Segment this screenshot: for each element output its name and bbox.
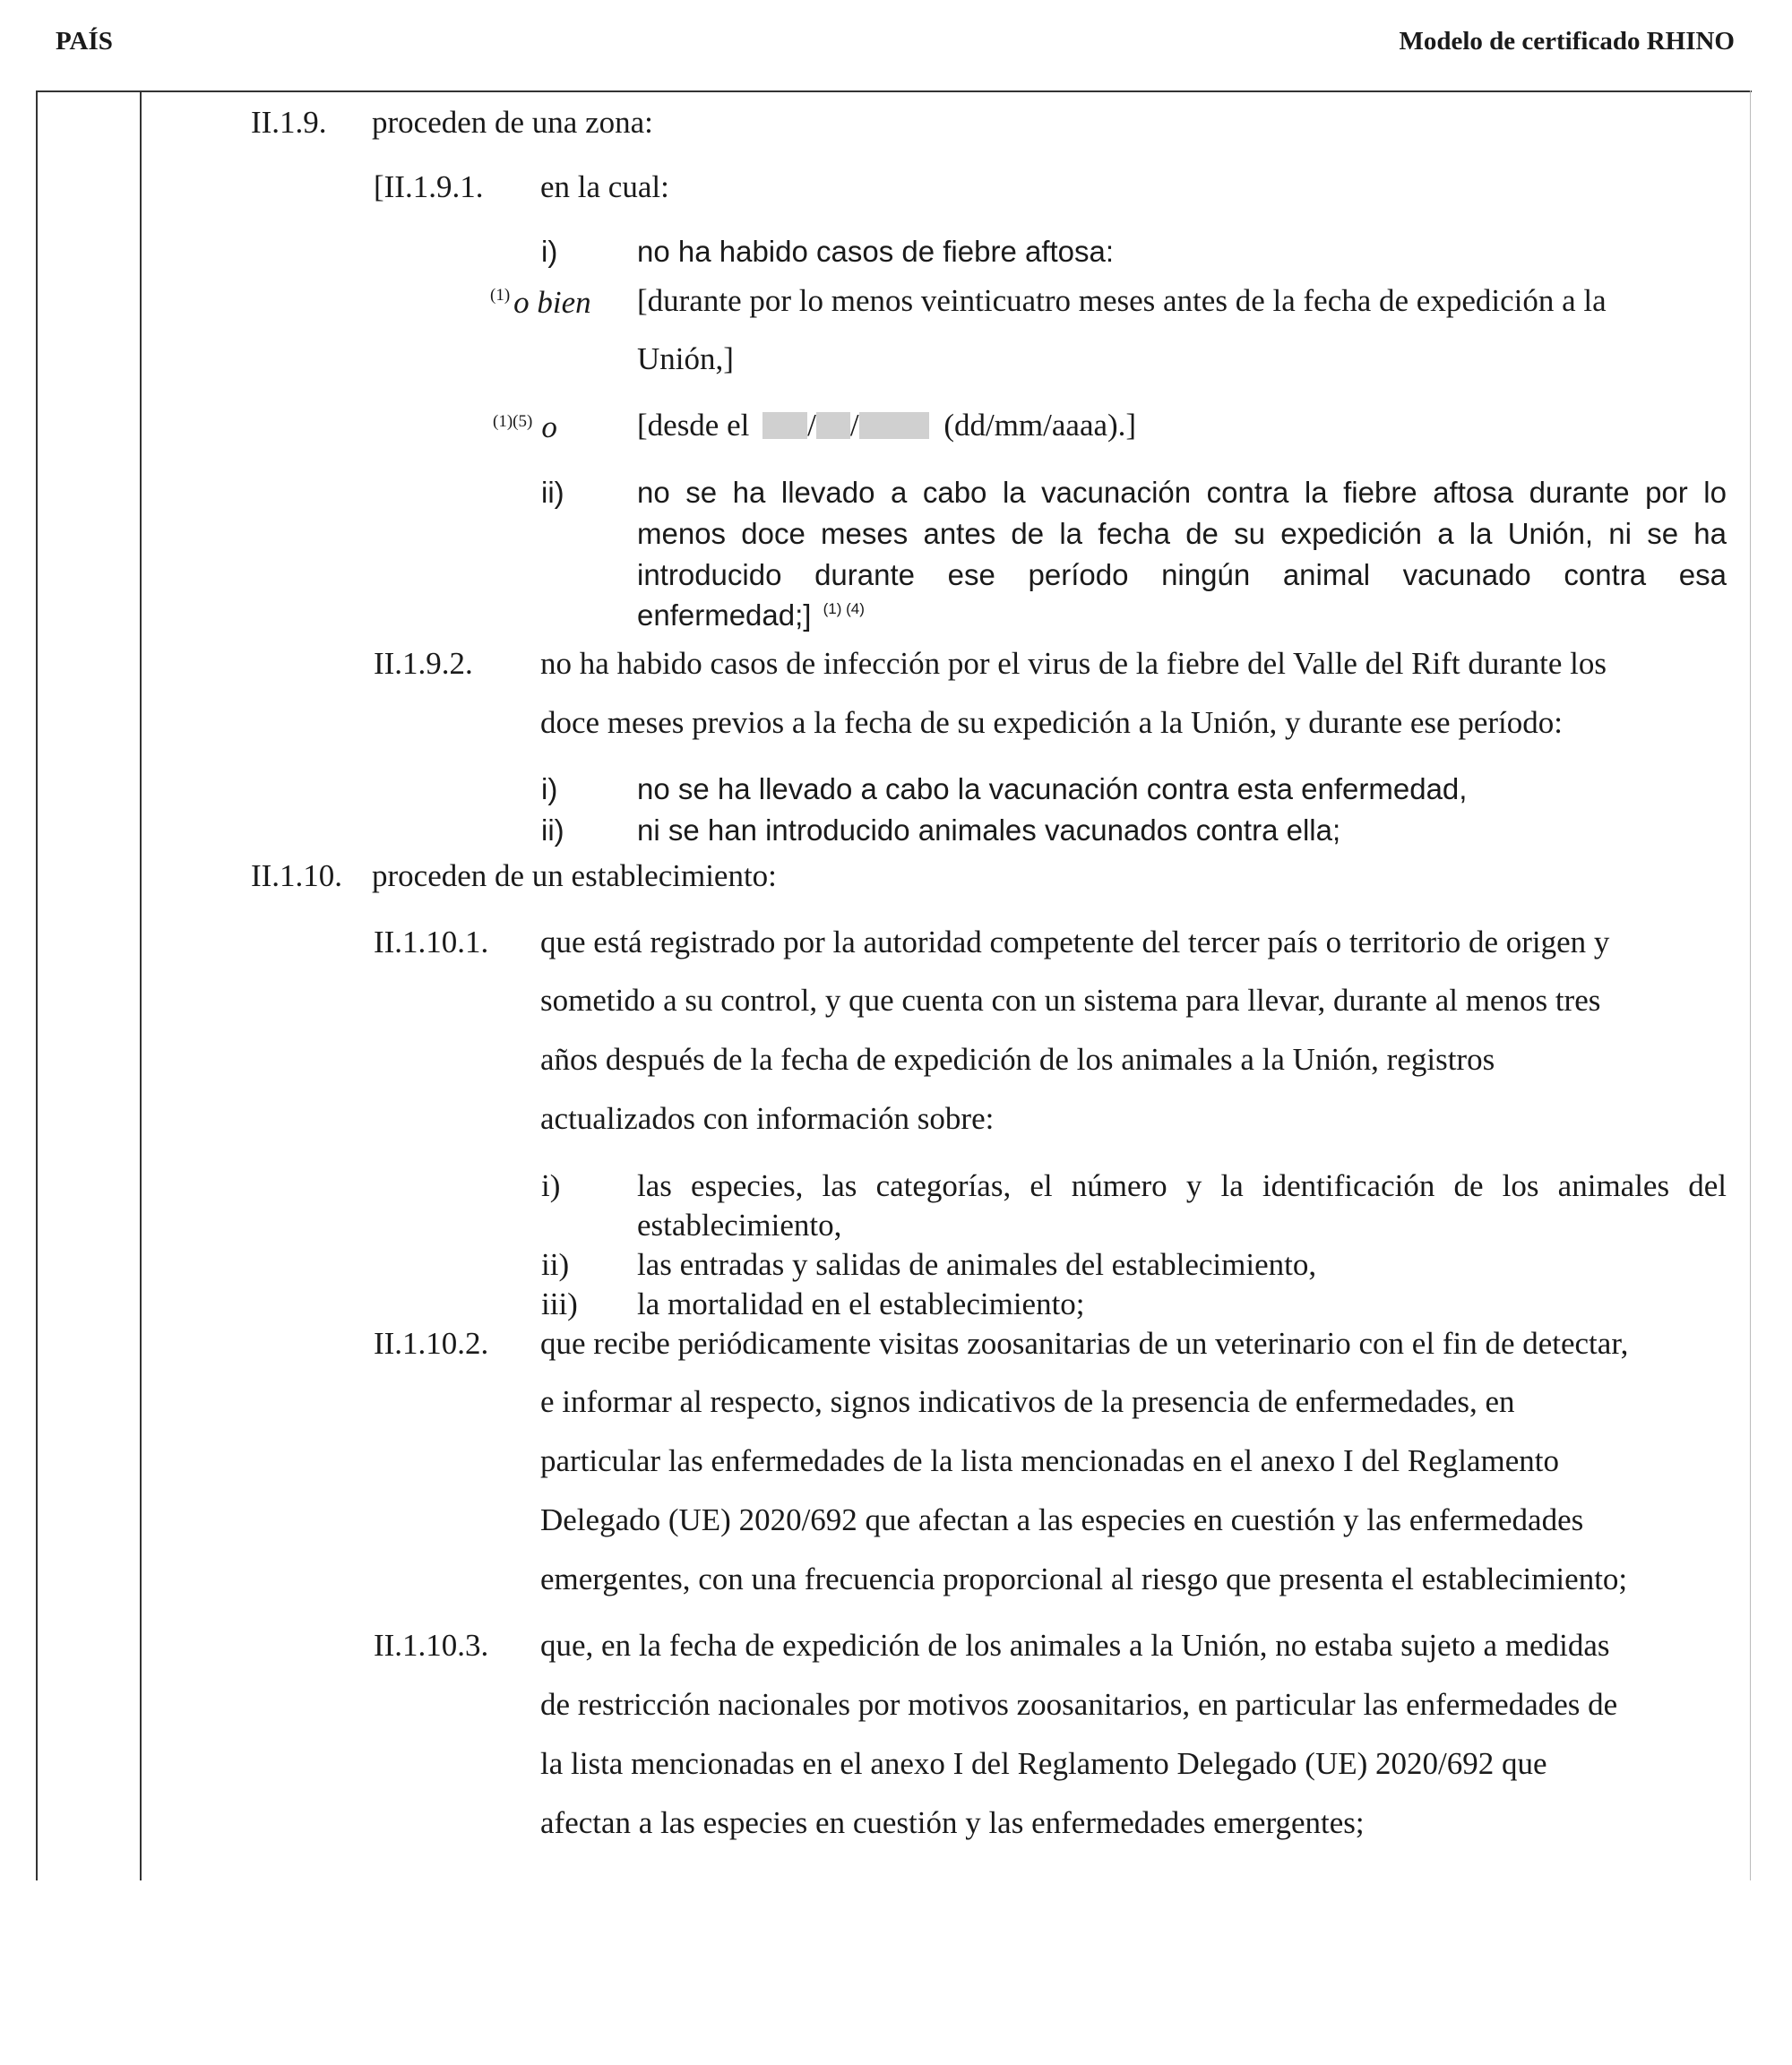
- section-number: II.1.10.3.: [374, 1628, 489, 1663]
- date-prefix: [desde el: [637, 408, 750, 443]
- month-field[interactable]: [816, 412, 850, 439]
- section-text-line: particular las enfermedades de la lista mencionadas en el anexo I del Reglamento: [540, 1443, 1560, 1478]
- footnote-ref: (1)(5): [493, 412, 533, 431]
- list-label: ii): [541, 476, 564, 509]
- date-separator: /: [849, 408, 859, 443]
- list-item-text: las entradas y salidas de animales del establecimiento,: [637, 1247, 1317, 1282]
- header-country: PAÍS: [56, 27, 113, 56]
- section-text-line: que está registrado por la autoridad competente del tercer país o territorio de origen y: [540, 925, 1610, 959]
- list-label: ii): [541, 1247, 570, 1282]
- option-text-line: Unión,]: [637, 341, 734, 376]
- list-item-text-line: introducido durante ese período ningún animal vacunado contra esa: [637, 558, 1727, 591]
- list-item-text: no se ha llevado a cabo la vacunación contra esta enfermedad,: [637, 772, 1468, 805]
- frame-right-border: [1750, 90, 1751, 1880]
- section-text-line: sometido a su control, y que cuenta con un sistema para llevar, durante al menos tres: [540, 983, 1601, 1018]
- date-line: [637, 409, 1136, 441]
- section-text-line: Delegado (UE) 2020/692 que afectan a las especies en cuestión y las enfermedades: [540, 1502, 1584, 1537]
- option-text-line: [durante por lo menos veinticuatro meses antes de la fecha de expedición a la: [637, 283, 1607, 318]
- list-item-end-text: enfermedad;]: [637, 598, 812, 632]
- list-label: i): [541, 772, 558, 805]
- section-text-line: doce meses previos a la fecha de su expedición a la Unión, y durante ese período:: [540, 705, 1563, 740]
- list-label: i): [541, 1168, 561, 1203]
- list-item-text-line: las especies, las categorías, el número y la identificación de los animales del: [637, 1168, 1727, 1203]
- option-label: [490, 285, 591, 321]
- section-number: II.1.9.: [251, 105, 327, 140]
- section-text-line: actualizados con información sobre:: [540, 1101, 995, 1136]
- section-text-line: no ha habido casos de infección por el virus de la fiebre del Valle del Rift durante los: [540, 646, 1607, 681]
- section-number: II.1.10.2.: [374, 1326, 489, 1361]
- section-text-line: que, en la fecha de expedición de los animales a la Unión, no estaba sujeto a medidas: [540, 1628, 1610, 1663]
- section-text-line: de restricción nacionales por motivos zoosanitarios, en particular las enfermedades de: [540, 1687, 1618, 1722]
- frame-top-border: [36, 90, 1752, 92]
- list-item-text: la mortalidad en el establecimiento;: [637, 1286, 1085, 1321]
- option-word: o: [541, 409, 557, 444]
- header-model-title: Modelo de certificado RHINO: [1399, 27, 1735, 56]
- section-number: II.1.10.1.: [374, 925, 489, 959]
- list-item-text-line: menos doce meses antes de la fecha de su expedición a la Unión, ni se ha: [637, 517, 1727, 550]
- section-text-line: afectan a las especies en cuestión y las enfermedades emergentes;: [540, 1805, 1365, 1840]
- section-number: [II.1.9.1.: [374, 169, 484, 204]
- year-field[interactable]: [859, 412, 929, 439]
- section-number: II.1.9.2.: [374, 646, 473, 681]
- section-text: proceden de una zona:: [372, 105, 653, 140]
- section-text-line: años después de la fecha de expedición de los animales a la Unión, registros: [540, 1042, 1495, 1077]
- list-label: ii): [541, 813, 564, 847]
- list-item-text: no ha habido casos de fiebre aftosa:: [637, 235, 1115, 268]
- section-text: proceden de un establecimiento:: [372, 858, 777, 893]
- list-item-text-line: establecimiento,: [637, 1208, 842, 1243]
- option-label: [493, 409, 557, 445]
- date-format: (dd/mm/aaaa).]: [943, 408, 1137, 443]
- section-text-line: emergentes, con una frecuencia proporcional al riesgo que presenta el establecimiento;: [540, 1562, 1628, 1596]
- list-label: iii): [541, 1286, 578, 1321]
- footnote-ref: (1) (4): [823, 600, 865, 617]
- list-label: i): [541, 235, 558, 268]
- section-number: II.1.10.: [251, 858, 343, 893]
- section-text-line: la lista mencionadas en el anexo I del Reglamento Delegado (UE) 2020/692 que: [540, 1746, 1547, 1781]
- date-separator: /: [807, 408, 816, 443]
- footnote-ref: (1): [490, 286, 511, 305]
- day-field[interactable]: [762, 412, 807, 439]
- list-item-text-line: no se ha llevado a cabo la vacunación contra la fiebre aftosa durante por lo: [637, 476, 1727, 509]
- section-text-line: que recibe periódicamente visitas zoosanitarias de un veterinario con el fin de detectar,: [540, 1326, 1629, 1361]
- frame-left-border: [36, 90, 38, 1880]
- frame-inner-column-border: [140, 90, 142, 1880]
- section-text: en la cual:: [540, 169, 669, 204]
- option-word: o bien: [513, 285, 591, 320]
- section-text-line: e informar al respecto, signos indicativos de la presencia de enfermedades, en: [540, 1384, 1515, 1419]
- list-item-text-line: [637, 600, 865, 630]
- list-item-text: ni se han introducido animales vacunados contra ella;: [637, 813, 1341, 847]
